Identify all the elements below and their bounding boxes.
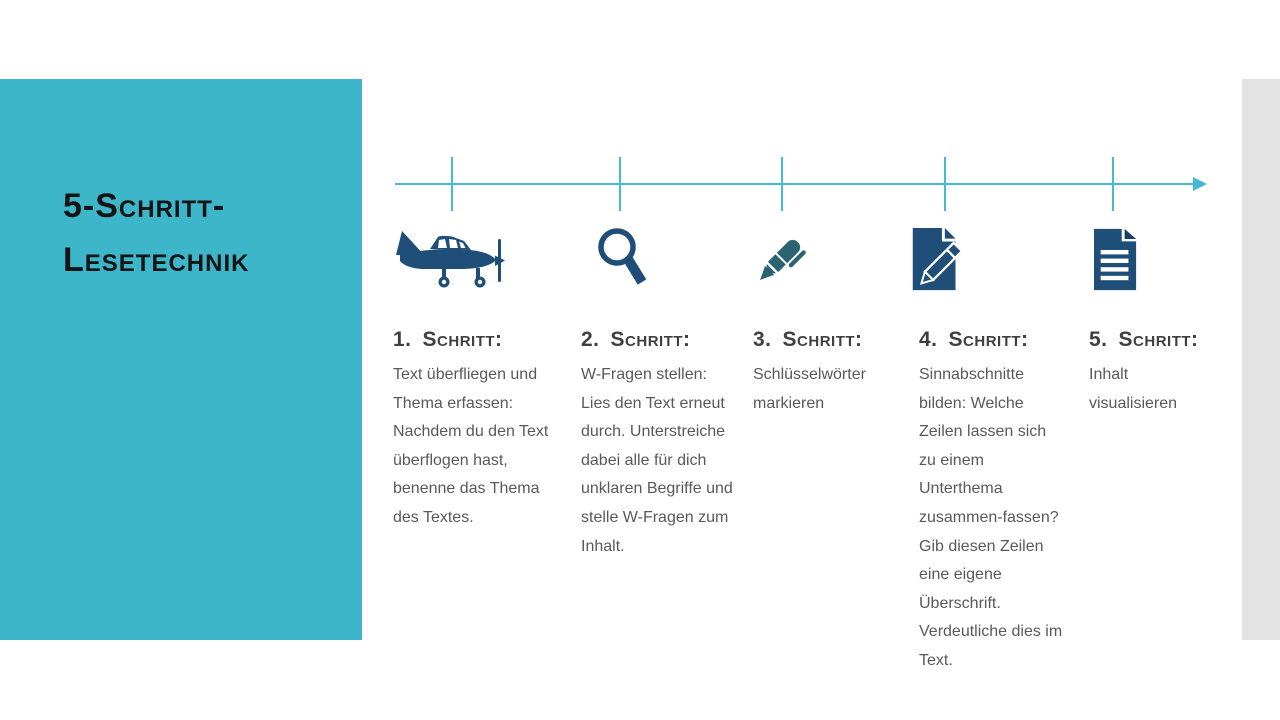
timeline-tick [1112,157,1114,211]
step-number: 4. [919,328,938,351]
step-5-heading [1089,328,1213,352]
step-4-heading [919,328,1067,352]
timeline-arrowhead-icon [1193,177,1207,191]
document-icon [1089,227,1143,294]
timeline-axis [395,183,1195,185]
magnifying-glass-icon [594,226,652,292]
airplane-icon [392,228,512,292]
timeline-tick [944,157,946,211]
step-3-column [753,328,911,418]
timeline-tick [451,157,453,211]
step-2-heading [581,328,736,352]
title-line-1: 5-Schritt- [63,187,226,225]
step-number: 3. [753,328,772,351]
step-label: Schritt: [1118,328,1199,351]
step-number: 1. [393,328,412,351]
step-1-heading [393,328,555,352]
pen-icon [748,224,816,292]
timeline-tick [619,157,621,211]
timeline-tick [781,157,783,211]
step-number: 2. [581,328,600,351]
step-2-column [581,328,736,561]
edit-document-icon [908,226,970,294]
step-label: Schritt: [610,328,691,351]
step-5-column [1089,328,1213,418]
step-1-column [393,328,555,533]
step-label: Schritt: [782,328,863,351]
step-label: Schritt: [948,328,1029,351]
step-1-text: Text überfliegen und Thema erfassen: Nachdem du den Text überflogen hast, benenne das Thema des Textes. [393,366,549,526]
step-4-text: Sinnabschnitte bilden: Welche Zeilen lassen sich zu einem Unterthema zusammen-fassen? Gib diesen Zeilen eine eigene Überschrift. Verdeutliche dies im Text. [919,366,1063,669]
step-2-text: W-Fragen stellen: Lies den Text erneut durch. Unterstreiche dabei alle für dich unklaren Begriffe und stelle W-Fragen zum Inhalt. [581,366,733,555]
step-3-heading [753,328,911,352]
step-3-text: Schlüsselwörter markieren [753,366,866,412]
step-5-text: Inhalt visualisieren [1089,366,1178,412]
step-4-column [919,328,1067,676]
step-number: 5. [1089,328,1108,351]
right-side-strip [1242,79,1280,640]
title-panel [0,79,362,640]
title-line-2: Lesetechnik [63,241,250,279]
step-label: Schritt: [422,328,503,351]
page-title [63,179,249,287]
